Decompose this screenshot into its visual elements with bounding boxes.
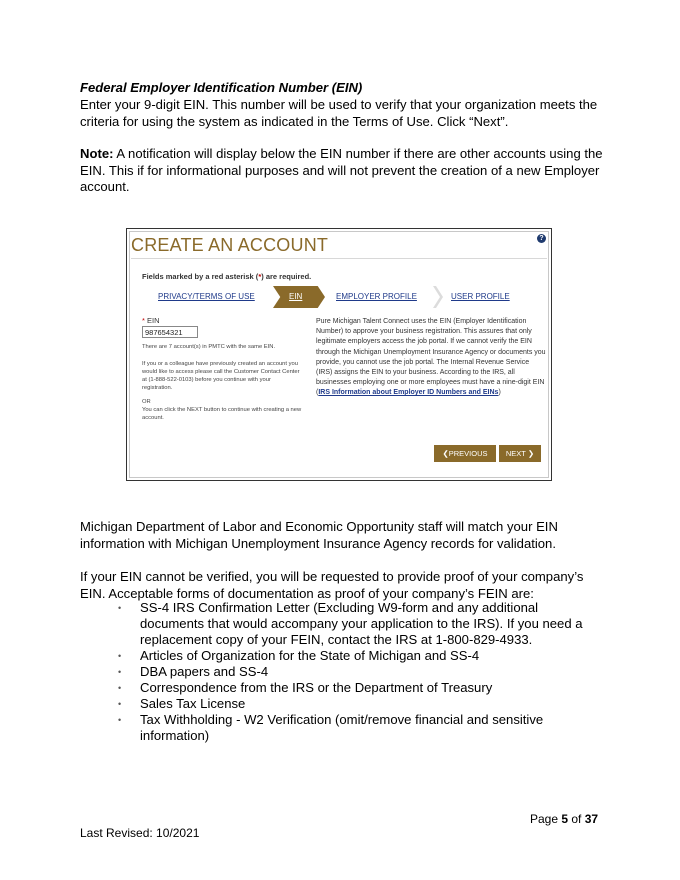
page-number [530,812,598,826]
step-privacy-terms[interactable]: PRIVACY/TERMS OF USE [158,292,255,301]
last-revised: Last Revised: 10/2021 [80,826,200,840]
create-account-screenshot [126,228,552,481]
note-text: A notification will display below the EIN number if there are other accounts using the EIN. This if for informational purposes and will not prevent the creation of a new Employer account. [80,146,603,194]
required-suffix: ) are required. [261,272,312,281]
list-item: • Tax Withholding - W2 Verification (omit/remove financial and sensitive information) [118,712,598,744]
documentation-paragraph: If your EIN cannot be verified, you will be requested to provide proof of your company’s EIN. Acceptable forms of documentation as proof of your company’s FEIN are: [80,569,584,601]
page-current: 5 [561,812,569,826]
list-item: • SS-4 IRS Confirmation Letter (Excluding W9-form and any additional documents that would accompany your application to the IRS). If you need a replacement copy of your FEIN, contact the IRS at 1-800-829-4933. [118,600,598,648]
required-star: * [258,272,262,281]
page-mid: of [568,812,585,826]
ein-explanation-end: ) [498,389,501,397]
step-chevron [433,286,443,308]
ein-explanation-text: Pure Michigan Talent Connect uses the EIN (Employer Identification Number) to approve your business registration. This assures that only legitimate employers access the job portal. If we cannot verify the EIN through the Michigan Unemployment Insurance Agency or documents you provide, you cannot use the job portal. The Internal Revenue Service (IRS) assigns the EIN to your business. According to the IRS, all businesses employing one or more employees must have a nine-digit EIN ( [316,318,546,397]
section-heading: Federal Employer Identification Number (EIN) [80,80,363,95]
step-ein[interactable]: EIN [289,292,303,301]
next-instruction: You can click the NEXT button to continue with creating a new account. [142,407,302,421]
title-divider [131,258,547,259]
documentation-list [118,600,598,744]
ein-explanation [316,317,546,399]
note-label: Note: [80,146,114,161]
required-prefix: Fields marked by a red asterisk ( [142,272,259,281]
step-employer-profile[interactable]: EMPLOYER PROFILE [336,292,417,301]
wizard-steps [142,286,556,308]
intro-paragraph: Enter your 9-digit EIN. This number will be used to verify that your organization meets the criteria for using the system as indicated in the Terms of Use. Click “Next”. [80,97,598,129]
note-paragraph [80,146,610,196]
colleague-text: If you or a colleague have previously created an account you would like to access please call the Customer Contact Center at (1-888-522-0103) before you continue with your registration. [142,361,300,391]
accounts-note: There are 7 account(s) in PMTC with the same EIN. [142,344,276,350]
irs-info-link[interactable]: IRS Information about Employer ID Numbers and EINs [318,389,499,397]
validation-paragraph: Michigan Department of Labor and Economic Opportunity staff will match your EIN information with Michigan Unemployment Insurance Agency records for validation. [80,519,558,551]
ein-label-text: EIN [144,316,160,325]
list-item: • Sales Tax License [118,696,598,712]
page-total: 37 [584,812,599,826]
screenshot-title: CREATE AN ACCOUNT [131,235,329,255]
or-text: OR [142,399,151,405]
list-item: • Correspondence from the IRS or the Department of Treasury [118,680,598,696]
page-prefix: Page [530,812,562,826]
required-note [142,272,311,281]
screenshot-frame [129,231,549,478]
ein-required-star: * [142,316,145,325]
help-icon[interactable]: ? [537,234,546,243]
list-item: • DBA papers and SS-4 [118,664,598,680]
step-user-profile[interactable]: USER PROFILE [451,292,510,301]
next-button[interactable]: NEXT ❯ [499,445,541,462]
previous-button[interactable]: ❮PREVIOUS [434,445,496,462]
ein-input[interactable] [142,326,198,338]
list-item: • Articles of Organization for the State of Michigan and SS-4 [118,648,598,664]
ein-label [142,316,160,325]
